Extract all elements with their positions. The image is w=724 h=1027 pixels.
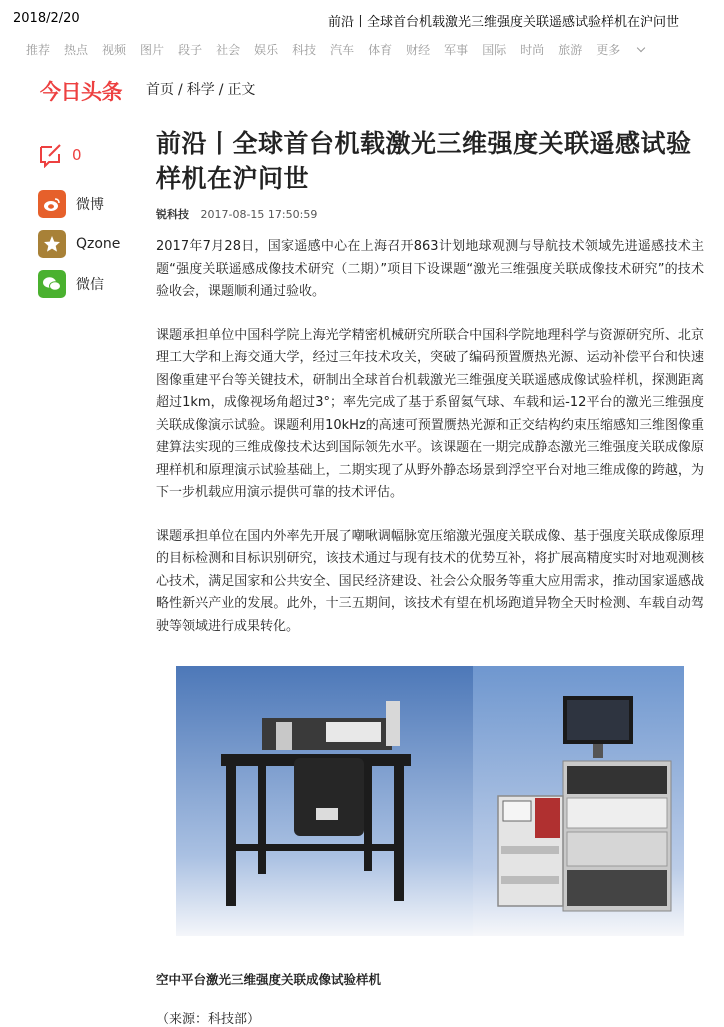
article-title: 前沿丨全球首台机载激光三维强度关联遥感试验样机在沪问世 xyxy=(156,129,692,193)
more-label: 更多 xyxy=(596,43,621,57)
channel-tab[interactable]: 视频 xyxy=(102,43,127,57)
control-cabinet-photo xyxy=(473,666,684,936)
comment-button[interactable] xyxy=(38,140,138,170)
channel-tab[interactable]: 社会 xyxy=(216,43,241,57)
article-source-note: （来源：科技部） xyxy=(156,1012,261,1027)
channel-tab[interactable]: 汽车 xyxy=(330,43,355,57)
article-time: 2017-08-15 17:50:59 xyxy=(200,208,318,221)
comment-icon xyxy=(38,142,64,168)
print-page-title: 前沿丨全球首台机载激光三维强度关联遥感试验样机在沪问世 xyxy=(327,15,679,30)
breadcrumb-current: 正文 xyxy=(227,82,256,98)
article-paragraph: 课题承担单位在国内外率先开展了嘲啾调幅脉宽压缩激光强度关联成像、基于强度关联成像原理的目标检测和目标识别研究，该技术通过与现有技术的优势互补，将扩展高精度实时对地观测核心技术，满足国家和公共安全、国民经济建设、社会公众服务等重大应用需求，推动国家遥感战略性新兴产业的发展。此外，十三五期间，该技术有望在机场跑道异物全天时检测、车载自动驾驶等领域进行成果转化。 xyxy=(156,528,704,634)
weibo-icon xyxy=(38,190,66,218)
channel-nav xyxy=(26,41,658,58)
article-figure-image xyxy=(176,666,684,936)
channel-tab[interactable]: 体育 xyxy=(368,43,393,57)
breadcrumb-separator: / xyxy=(178,82,183,98)
share-sidebar xyxy=(38,140,138,298)
channel-tab[interactable]: 旅游 xyxy=(558,43,583,57)
channel-tab[interactable]: 娱乐 xyxy=(254,43,279,57)
channel-tab[interactable]: 热点 xyxy=(64,43,89,57)
article-paragraph: 课题承担单位中国科学院上海光学精密机械研究所联合中国科学院地理科学与资源研究所、北京理工大学和上海交通大学，经过三年技术攻关，突破了编码预置赝热光源、运动补偿平台和快速图像重建平台等关键技术，研制出全球首台机载激光三维强度关联遥感成像试验样机，探测距离超过1km，成像视场角超过3°；率先完成了基于系留氦气球、车载和运-12平台的激光三维强度关联成像演示试验。课题利用10kHz的高速可预置赝热光源和正交结构约束压缩感知三维图像重建算法实现的三维成像技术达到国际领先水平。该课题在一期完成静态激光三维强度关联成像原理样机和原理演示试验基础上，二期实现了从野外静态场景到浮空平台对地三维成像的跨越，为下一步机载应用演示提供可靠的技术评估。 xyxy=(156,327,704,500)
breadcrumb-home[interactable]: 首页 xyxy=(146,82,174,98)
article xyxy=(156,126,704,1027)
breadcrumb-section[interactable]: 科学 xyxy=(186,82,215,98)
site-logo[interactable]: 今日头条 xyxy=(40,80,122,104)
article-paragraph: 2017年7月28日，国家遥感中心在上海召开863计划地球观测与导航技术领域先进遥感技术主题“强度关联遥感成像技术研究（二期）”项目下设课题“激光三维强度关联成像技术研究”的技术验收会，课题顺利通过验收。 xyxy=(156,239,704,299)
channel-tab[interactable]: 财经 xyxy=(406,43,431,57)
share-weibo-label: 微博 xyxy=(76,197,104,213)
chevron-down-icon xyxy=(637,43,645,51)
more-channels-button[interactable] xyxy=(596,41,644,58)
share-qzone-button[interactable] xyxy=(38,230,138,258)
channel-tab[interactable]: 时尚 xyxy=(520,43,545,57)
comment-count: 0 xyxy=(72,146,82,164)
channel-tab[interactable]: 推荐 xyxy=(26,43,51,57)
share-weibo-button[interactable] xyxy=(38,190,138,218)
article-body xyxy=(156,236,704,638)
wechat-icon xyxy=(38,270,66,298)
channel-tab[interactable]: 段子 xyxy=(178,43,203,57)
channel-tab[interactable]: 军事 xyxy=(444,43,469,57)
article-source[interactable]: 锐科技 xyxy=(156,208,189,221)
airborne-prototype-photo xyxy=(176,666,473,936)
channel-tab[interactable]: 图片 xyxy=(140,43,165,57)
breadcrumb-separator: / xyxy=(218,82,224,98)
channel-tab[interactable]: 国际 xyxy=(482,43,507,57)
share-wechat-button[interactable] xyxy=(38,270,138,298)
share-qzone-label: Qzone xyxy=(76,236,121,252)
breadcrumb xyxy=(146,79,255,99)
channel-tab[interactable]: 科技 xyxy=(292,43,317,57)
figure-caption: 空中平台激光三维强度关联成像试验样机 xyxy=(156,972,382,987)
print-header xyxy=(0,0,724,34)
print-date: 2018/2/20 xyxy=(13,11,80,26)
article-meta xyxy=(156,206,704,222)
share-wechat-label: 微信 xyxy=(76,277,104,293)
qzone-star-icon xyxy=(38,230,66,258)
